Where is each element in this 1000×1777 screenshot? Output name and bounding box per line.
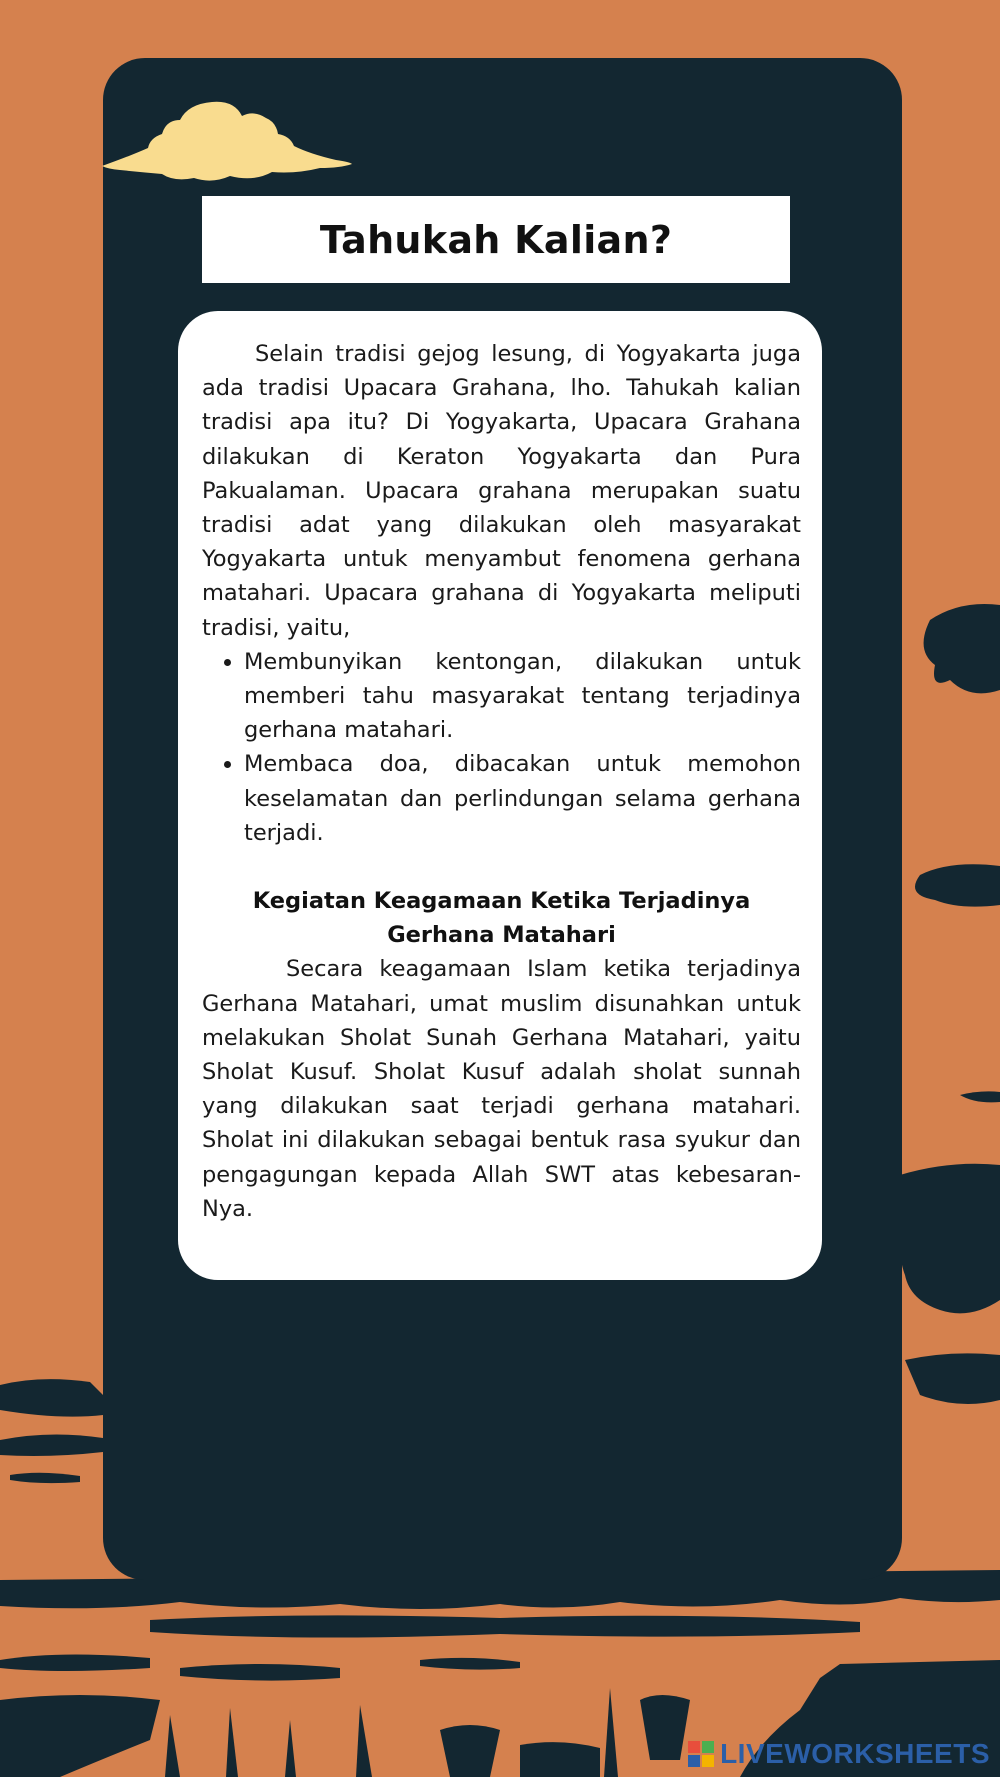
list-item: • Membunyikan kentongan, dilakukan untuk memberi tahu masyarakat tentang terjadinya gerhana matahari. bbox=[244, 645, 801, 748]
intro-paragraph: Selain tradisi gejog lesung, di Yogyakarta juga ada tradisi Upacara Grahana, lho. Tahukah kalian tradisi apa itu? Di Yogyakarta, Upacara Grahana dilakukan di Keraton Yogyakarta dan Pura Pakualaman. Upacara grahana merupakan suatu tradisi adat yang dilakukan oleh masyarakat Yogyakarta untuk menyambut fenomena gerhana matahari. Upacara grahana di Yogyakarta meliputi tradisi, yaitu, bbox=[202, 341, 801, 641]
liveworksheets-logo-icon bbox=[686, 1739, 716, 1769]
content-card bbox=[178, 311, 822, 1280]
cloud-icon bbox=[100, 98, 355, 188]
watermark-text: LIVEWORKSHEETS bbox=[720, 1738, 990, 1769]
watermark bbox=[686, 1737, 990, 1771]
tradition-list bbox=[202, 645, 801, 850]
page-title: Tahukah Kalian? bbox=[319, 217, 673, 262]
section-heading: Kegiatan Keagamaan Ketika Terjadinya Gerhana Matahari bbox=[252, 888, 751, 949]
title-box bbox=[202, 196, 790, 283]
list-item: • Membaca doa, dibacakan untuk memohon keselamatan dan perlindungan selama gerhana terjadi. bbox=[244, 747, 801, 850]
section-paragraph: Secara keagamaan Islam ketika terjadinya Gerhana Matahari, umat muslim disunahkan untuk melakukan Sholat Sunah Gerhana Matahari, yaitu Sholat Kusuf. Sholat Kusuf adalah sholat sunnah yang dilakukan saat terjadi gerhana matahari. Sholat ini dilakukan sebagai bentuk rasa syukur dan pengagungan kepada Allah SWT atas kebesaran-Nya. bbox=[202, 956, 801, 1222]
